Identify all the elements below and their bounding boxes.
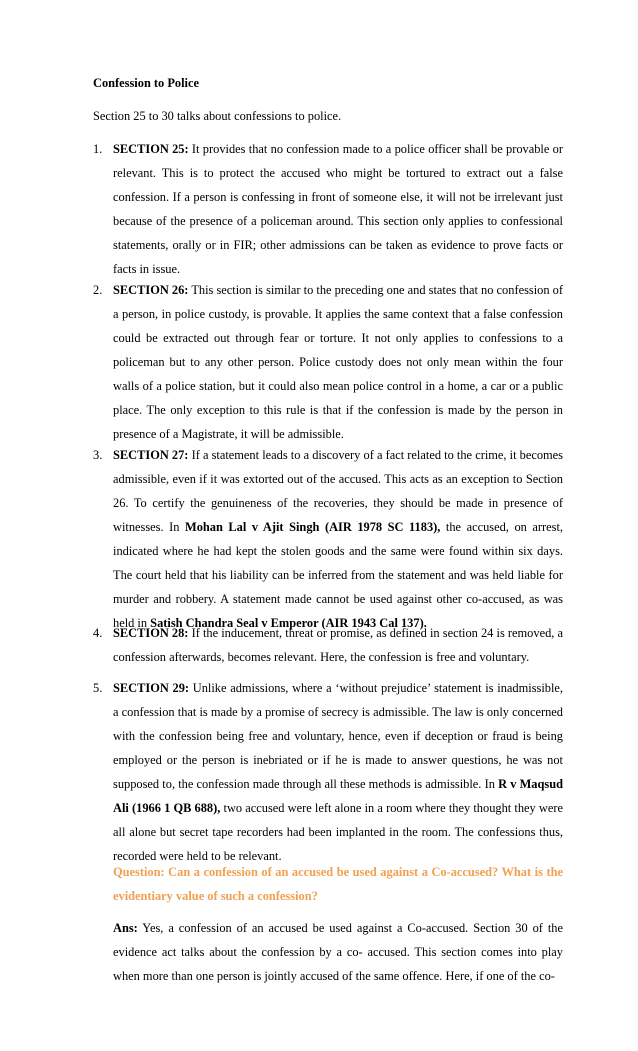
list-number: 2. — [93, 283, 103, 297]
item-text — [113, 278, 563, 446]
intro-paragraph: Section 25 to 30 talks about confessions to police. — [93, 109, 342, 123]
document-title: Confession to Police — [93, 76, 199, 90]
section-heading: SECTION 26: — [113, 283, 189, 297]
item-body: two accused were left alone in a room where they thought they were all alone but secret tape recorders had been implanted in the room. The confessions thus, recorded were held to be relevant. — [113, 801, 563, 863]
item-body: If the inducement, threat or promise, as defined in section 24 is removed, a confession afterwards, becomes relevant. Here, the confession is free and voluntary. — [113, 626, 564, 664]
case-citation: Satish Chandra Seal v Emperor (AIR 1943 Cal 137). — [150, 616, 427, 630]
question-heading: Question: Can a confession of an accused be used against a Co-accused? What is the evidentiary value of such a confession? — [113, 865, 563, 903]
list-number: 4. — [93, 626, 103, 640]
section-26-item — [93, 278, 563, 446]
list-number: 1. — [93, 142, 103, 156]
section-heading: SECTION 29: — [113, 681, 190, 695]
section-heading: SECTION 25: — [113, 142, 189, 156]
list-number: 5. — [93, 681, 103, 695]
item-text — [113, 443, 563, 635]
section-25-item — [93, 137, 563, 281]
item-body: It provides that no confession made to a police officer shall be provable or relevant. This is to protect the accused who might be tortured to extract out a false confession. If a person is confessing in front of someone else, it will not be irrelevant just because of the presence of a policeman around. This section only applies to confessional statements, orally or in FIR; other admissions can be taken as evidence to prove facts or facts in issue. — [113, 142, 564, 276]
answer-paragraph — [113, 916, 563, 988]
section-29-item — [93, 676, 563, 868]
list-number: 3. — [93, 448, 103, 462]
answer-text: Yes, a confession of an accused be used against a Co-accused. Section 30 of the evidence act talks about the confession by a co- accused. This section comes into play when more than one person is jointly accused of the same offence. Here, if one of the co- — [113, 921, 563, 983]
item-body: Unlike admissions, where a ‘without prejudice’ statement is inadmissible, a confession that is made by a promise of secrecy is admissible. The law is only concerned with the confession being free and voluntary, hence, even if deception or fraud is being employed or the person is inebriated or if he is made to answer questions, he was not supposed to, the confession made through all these methods is admissible. In — [113, 681, 564, 791]
section-27-item — [93, 443, 563, 635]
item-body: If a statement leads to a discovery of a fact related to the crime, it becomes admissible, even if it was extorted out of the accused. This acts as an exception to Section 26. To certify the genuineness of the recoveries, they should be made in presence of witnesses. In — [113, 448, 563, 534]
item-text — [113, 137, 563, 281]
item-body: This section is similar to the preceding one and states that no confession of a person, in police custody, is provable. It applies the same context that a false confession could be extracted out through fear or torture. It not only applies to confessions to a policeman but to any other person. Police custody does not only mean within the four walls of a police station, but it could also mean police control in a home, a car or a public place. The only exception to this rule is that if the confession is made by the person in presence of a Magistrate, it will be admissible. — [113, 283, 563, 441]
section-heading: SECTION 28: — [113, 626, 189, 640]
item-text — [113, 621, 563, 669]
case-citation: R v Maqsud Ali (1966 1 QB 688), — [113, 777, 563, 815]
item-text — [113, 676, 563, 868]
case-citation: Mohan Lal v Ajit Singh (AIR 1978 SC 1183), — [185, 520, 441, 534]
answer-label: Ans: — [113, 921, 138, 935]
section-28-item — [93, 621, 563, 669]
item-body: the accused, on arrest, indicated where he had kept the stolen goods and the same were found within six days. The court held that his liability can be inferred from the statement and was held liable for murder and robbery. A statement made cannot be used against other co-accused, as was held in — [113, 520, 563, 630]
section-heading: SECTION 27: — [113, 448, 189, 462]
